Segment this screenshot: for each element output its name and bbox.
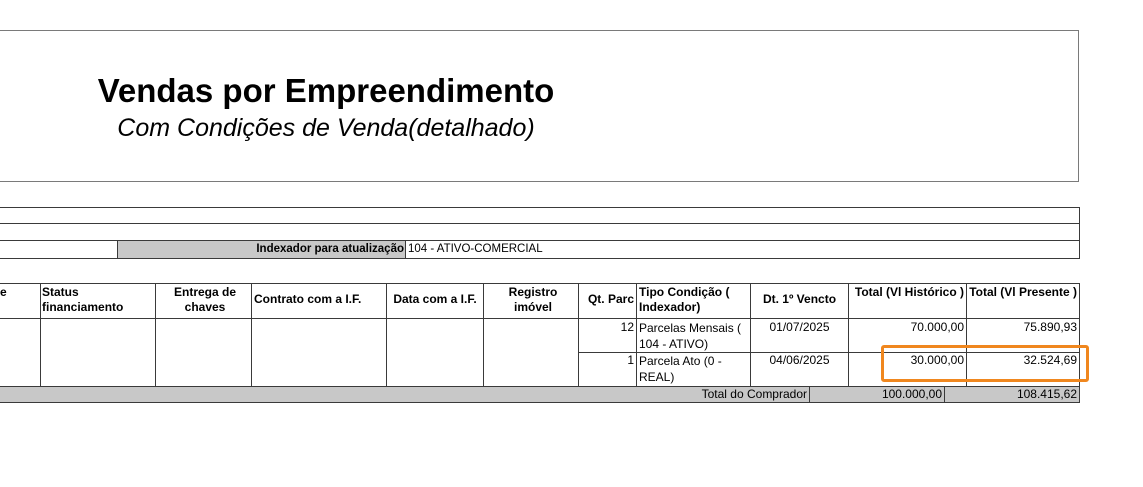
footer-divider [809,386,810,402]
highlight-box [881,345,1089,382]
row2-total-historico: 30.000,00 [910,353,964,367]
table-top-border [0,283,1080,284]
table-bottom-border [0,402,1080,403]
column-divider [155,283,156,386]
footer-divider [944,386,945,402]
header-contrato: Contrato com a I.F. [254,292,362,306]
row1-total-presente: 75.890,93 [1023,320,1077,334]
column-divider [40,283,41,386]
header-tipo-condicao: Tipo Condição ( Indexador) [639,285,730,314]
row1-tipo-condicao: Parcelas Mensais ( 104 - ATIVO) [639,321,742,351]
row1-dt-vencto: 01/07/2025 [769,320,830,334]
header-total-historico: Total (Vl Histórico ) [854,285,964,299]
footer-total-presente: 108.415,62 [1016,387,1077,401]
info-band-edge [1079,207,1080,259]
info-band-line [0,207,1080,208]
column-divider [750,283,751,386]
column-divider [636,283,637,386]
info-band-line [0,223,1080,224]
column-divider [483,283,484,386]
footer-total-historico: 100.000,00 [881,387,942,401]
header-total-presente: Total (Vl Presente ) [969,285,1077,299]
table-header-bottom [0,318,1080,319]
header-partial: e [0,285,7,299]
footer-label: Total do Comprador [701,387,807,401]
column-divider [578,283,579,386]
header-status: Status financiamento [42,285,124,314]
header-qt-parc: Qt. Parc [587,292,634,306]
indexador-divider [405,241,406,258]
info-band-line [0,258,1080,259]
header-entrega: Entrega de chaves [173,285,236,314]
indexador-value: 104 - ATIVO-COMERCIAL [408,243,543,255]
row2-qt-parc: 1 [627,353,634,367]
column-divider [848,283,849,386]
report-title: Vendas por Empreendimento [97,72,555,109]
column-divider [251,283,252,386]
header-data-if: Data com a I.F. [393,292,477,306]
report-subtitle: Com Condições de Venda(detalhado) [117,114,535,142]
header-registro: Registro imóvel [508,285,558,314]
indexador-label: Indexador para atualização [256,243,404,255]
row1-total-historico: 70.000,00 [910,320,964,334]
row2-tipo-condicao: Parcela Ato (0 - REAL) [639,354,722,384]
table-right-border [1079,283,1080,403]
row1-qt-parc: 12 [620,320,634,334]
row2-dt-vencto: 04/06/2025 [769,353,830,367]
column-divider [386,283,387,386]
row2-total-presente: 32.524,69 [1023,353,1077,367]
header-dt-vencto: Dt. 1º Vencto [762,292,837,306]
